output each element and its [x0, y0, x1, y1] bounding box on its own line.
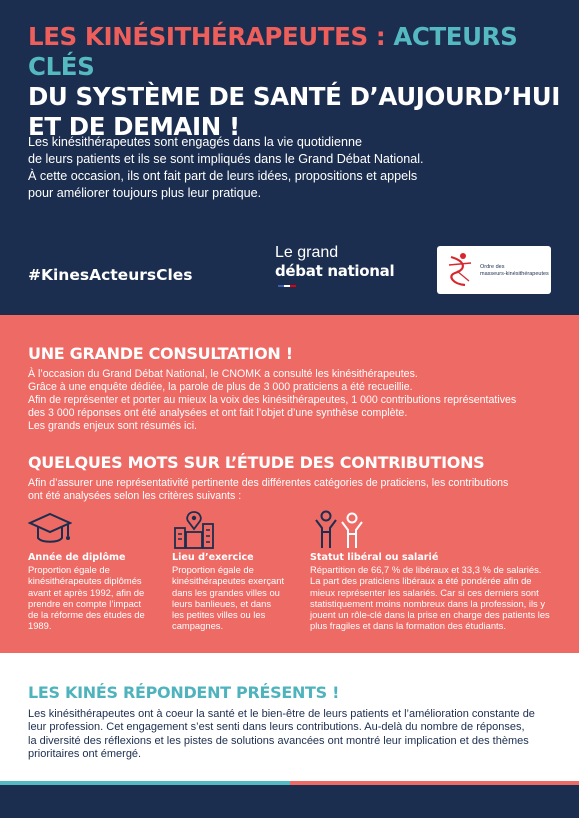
- text-line: prioritaires ont émergé.: [28, 748, 142, 761]
- ordre-logo-text: [480, 264, 549, 277]
- ordre-emblem-icon: [443, 251, 477, 289]
- text-line: 1989.: [28, 620, 52, 632]
- gdn-logo-line2: débat national: [275, 262, 395, 280]
- title-part2: ACTEURS CLÉS: [28, 22, 518, 81]
- kines-heading: LES KINÉS RÉPONDENT PRÉSENTS !: [28, 683, 340, 702]
- etude-heading: QUELQUES MOTS SUR L’ÉTUDE DES CONTRIBUTIONS: [28, 453, 485, 472]
- consultation-text: [28, 368, 553, 433]
- criterion-diplome: [28, 510, 148, 632]
- gdn-logo-line1: Le grand: [275, 244, 339, 261]
- text-line: Les grands enjeux sont résumés ici.: [28, 420, 197, 432]
- text-line: la diversité des réflexions et les pistes de solutions avancées ont montré leur implication et des thèmes: [28, 734, 529, 747]
- text-line: ont été analysées selon les critères suivants :: [28, 490, 242, 502]
- graduation-cap-icon: [28, 510, 148, 550]
- text-line: leur profession. Cet engagement s’est senti dans leurs contributions. Au-delà du nombre de réponses,: [28, 721, 525, 734]
- text-line: Afin d’assurer une représentativité pertinente des différentes catégories de praticiens, les contributions: [28, 477, 509, 489]
- text-line: Afin de représenter et porter au mieux la voix des kinésithérapeutes, 1 000 contributions représentatives: [28, 394, 517, 406]
- criterion-text: [28, 564, 148, 632]
- intro-text: [28, 134, 528, 202]
- text-line: leurs banlieues, et dans: [172, 597, 272, 609]
- text-line: À l’occasion du Grand Débat National, le CNOMK a consulté les kinésithérapeutes.: [28, 368, 418, 380]
- criterion-text: [172, 564, 292, 632]
- ordre-line1: Ordre des: [480, 264, 505, 270]
- text-line: Proportion égale de: [172, 564, 254, 575]
- ordre-logo[interactable]: [437, 246, 551, 294]
- title-line2: DU SYSTÈME DE SANTÉ D’AUJOURD’HUI: [28, 82, 560, 111]
- text-line: campagnes.: [172, 620, 224, 632]
- etude-text: [28, 477, 553, 503]
- title-part1: LES KINÉSITHÉRAPEUTES :: [28, 22, 394, 51]
- text-line: Proportion égale de: [28, 564, 110, 575]
- city-location-icon: [172, 510, 292, 550]
- hashtag: #KinesActeursCles: [28, 266, 193, 284]
- text-line: des 3 000 réponses ont été analysées et ont fait l’objet d’une synthèse complète.: [28, 407, 408, 419]
- criterion-text: [310, 564, 560, 632]
- text-line: statistiquement moins nombreux dans la profession, ils y: [310, 597, 546, 609]
- text-line: kinésithérapeutes diplômés: [28, 575, 142, 587]
- criterion-title: Année de diplôme: [28, 552, 126, 563]
- footer-band: [0, 785, 579, 818]
- kines-section: [0, 653, 579, 818]
- consultation-heading: UNE GRANDE CONSULTATION !: [28, 344, 293, 363]
- text-line: Répartition de 66,7 % de libéraux et 33,3 % de salariés.: [310, 564, 542, 575]
- intro-line: de leurs patients et ils se sont impliqués dans le Grand Débat National.: [28, 152, 424, 166]
- text-line: La part des praticiens libéraux a été pondérée afin de: [310, 575, 532, 587]
- criterion-statut: [310, 510, 560, 632]
- grand-debat-logo[interactable]: [275, 244, 425, 296]
- text-line: plus fragiles et dans la formation des étudiants.: [310, 620, 506, 632]
- intro-line: Les kinésithérapeutes sont engagés dans la vie quotidienne: [28, 135, 362, 149]
- kines-text: [28, 708, 553, 762]
- title-line3: ET DE DEMAIN !: [28, 112, 240, 141]
- people-icon: [310, 510, 560, 550]
- text-line: kinésithérapeutes exerçant: [172, 575, 285, 587]
- criterion-title: Statut libéral ou salarié: [310, 552, 439, 563]
- text-line: avant et après 1992, afin de: [28, 586, 145, 598]
- text-line: Les kinésithérapeutes ont à coeur la santé et le bien-être de leurs patients et l’amélioration constante de: [28, 708, 535, 720]
- page-title: [28, 22, 568, 142]
- header-section: [0, 0, 579, 315]
- ordre-line2: masseurs-kinésithérapeutes: [480, 270, 549, 277]
- intro-line: pour améliorer toujours plus leur pratique.: [28, 186, 262, 200]
- text-line: jouent un rôle-clé dans la prise en charge des patients les: [310, 609, 550, 621]
- criterion-title: Lieu d’exercice: [172, 552, 254, 563]
- text-line: mieux représenter les salariés. Car si ces derniers sont: [310, 586, 539, 598]
- text-line: les petites villes ou les: [172, 609, 266, 621]
- text-line: prendre en compte l’impact: [28, 597, 142, 609]
- text-line: dans les grandes villes ou: [172, 586, 280, 598]
- french-flag-icon: [278, 285, 425, 287]
- text-line: Grâce à une enquête dédiée, la parole de plus de 3 000 praticiens a été recueillie.: [28, 381, 413, 393]
- consultation-section: [0, 315, 579, 653]
- text-line: de la réforme des études de: [28, 609, 145, 621]
- intro-line: À cette occasion, ils ont fait part de leurs idées, propositions et appels: [28, 169, 418, 183]
- criterion-lieu: [172, 510, 292, 632]
